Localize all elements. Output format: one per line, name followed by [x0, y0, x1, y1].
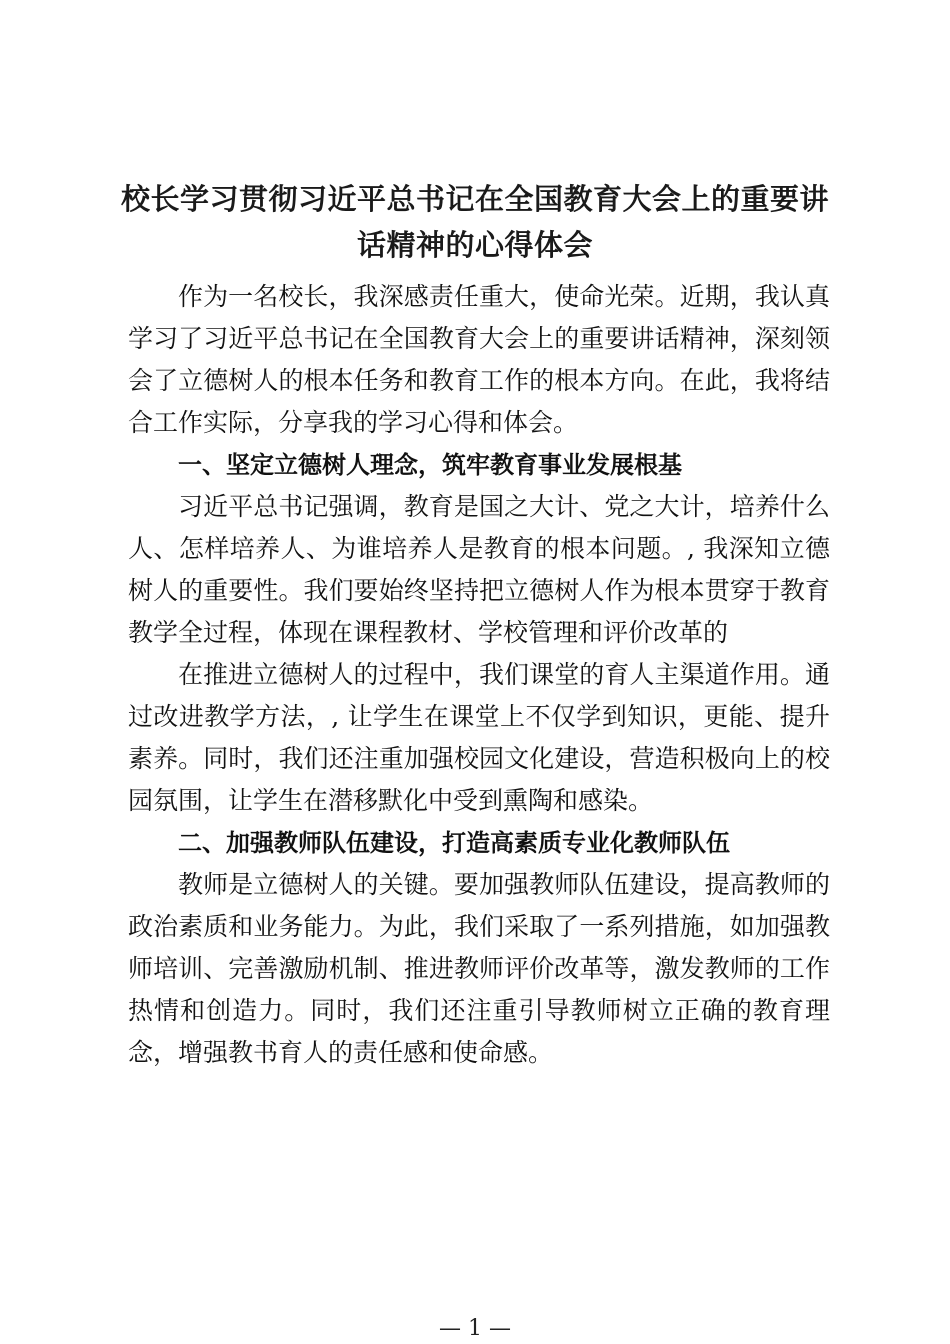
section-1-paragraph-2: 在推进立德树人的过程中，我们课堂的育人主渠道作用。通过改进教学方法，, 让学生在课堂上不仅学到知识，更能、提升素养。同时，我们还注重加强校园文化建设，营造积极向上的校园氛围，让学生在潜移默化中受到熏陶和感染。: [128, 660, 830, 815]
section-heading-1: 一、坚定立德树人理念，筑牢教育事业发展根基: [178, 451, 682, 479]
intro-paragraph: 作为一名校长，我深感责任重大，使命光荣。近期，我认真学习了习近平总书记在全国教育大会上的重要讲话精神，深刻领会了立德树人的根本任务和教育工作的根本方向。在此，我将结合工作实际，分享我的学习心得和体会。: [128, 282, 830, 437]
section-heading-2: 二、加强教师队伍建设，打造高素质专业化教师队伍: [178, 829, 730, 857]
document-title: 校长学习贯彻习近平总书记在全国教育大会上的重要讲话精神的心得体会: [120, 182, 829, 262]
document-body: [128, 276, 830, 1074]
section-2-paragraph-1: 教师是立德树人的关键。要加强教师队伍建设，提高教师的政治素质和业务能力。为此，我们采取了一系列措施，如加强教师培训、完善激励机制、推进教师评价改革等，激发教师的工作热情和创造力。同时，我们还注重引导教师树立正确的教育理念，增强教书育人的责任感和使命感。: [128, 870, 830, 1067]
page-number: — 1 —: [439, 1316, 511, 1341]
section-1-paragraph-1: 习近平总书记强调，教育是国之大计、党之大计，培养什么人、怎样培养人、为谁培养人是教育的根本问题。, 我深知立德树人的重要性。我们要始终坚持把立德树人作为根本贯穿于教育教学全过程，体现在课程教材、学校管理和评价改革的: [128, 492, 830, 647]
